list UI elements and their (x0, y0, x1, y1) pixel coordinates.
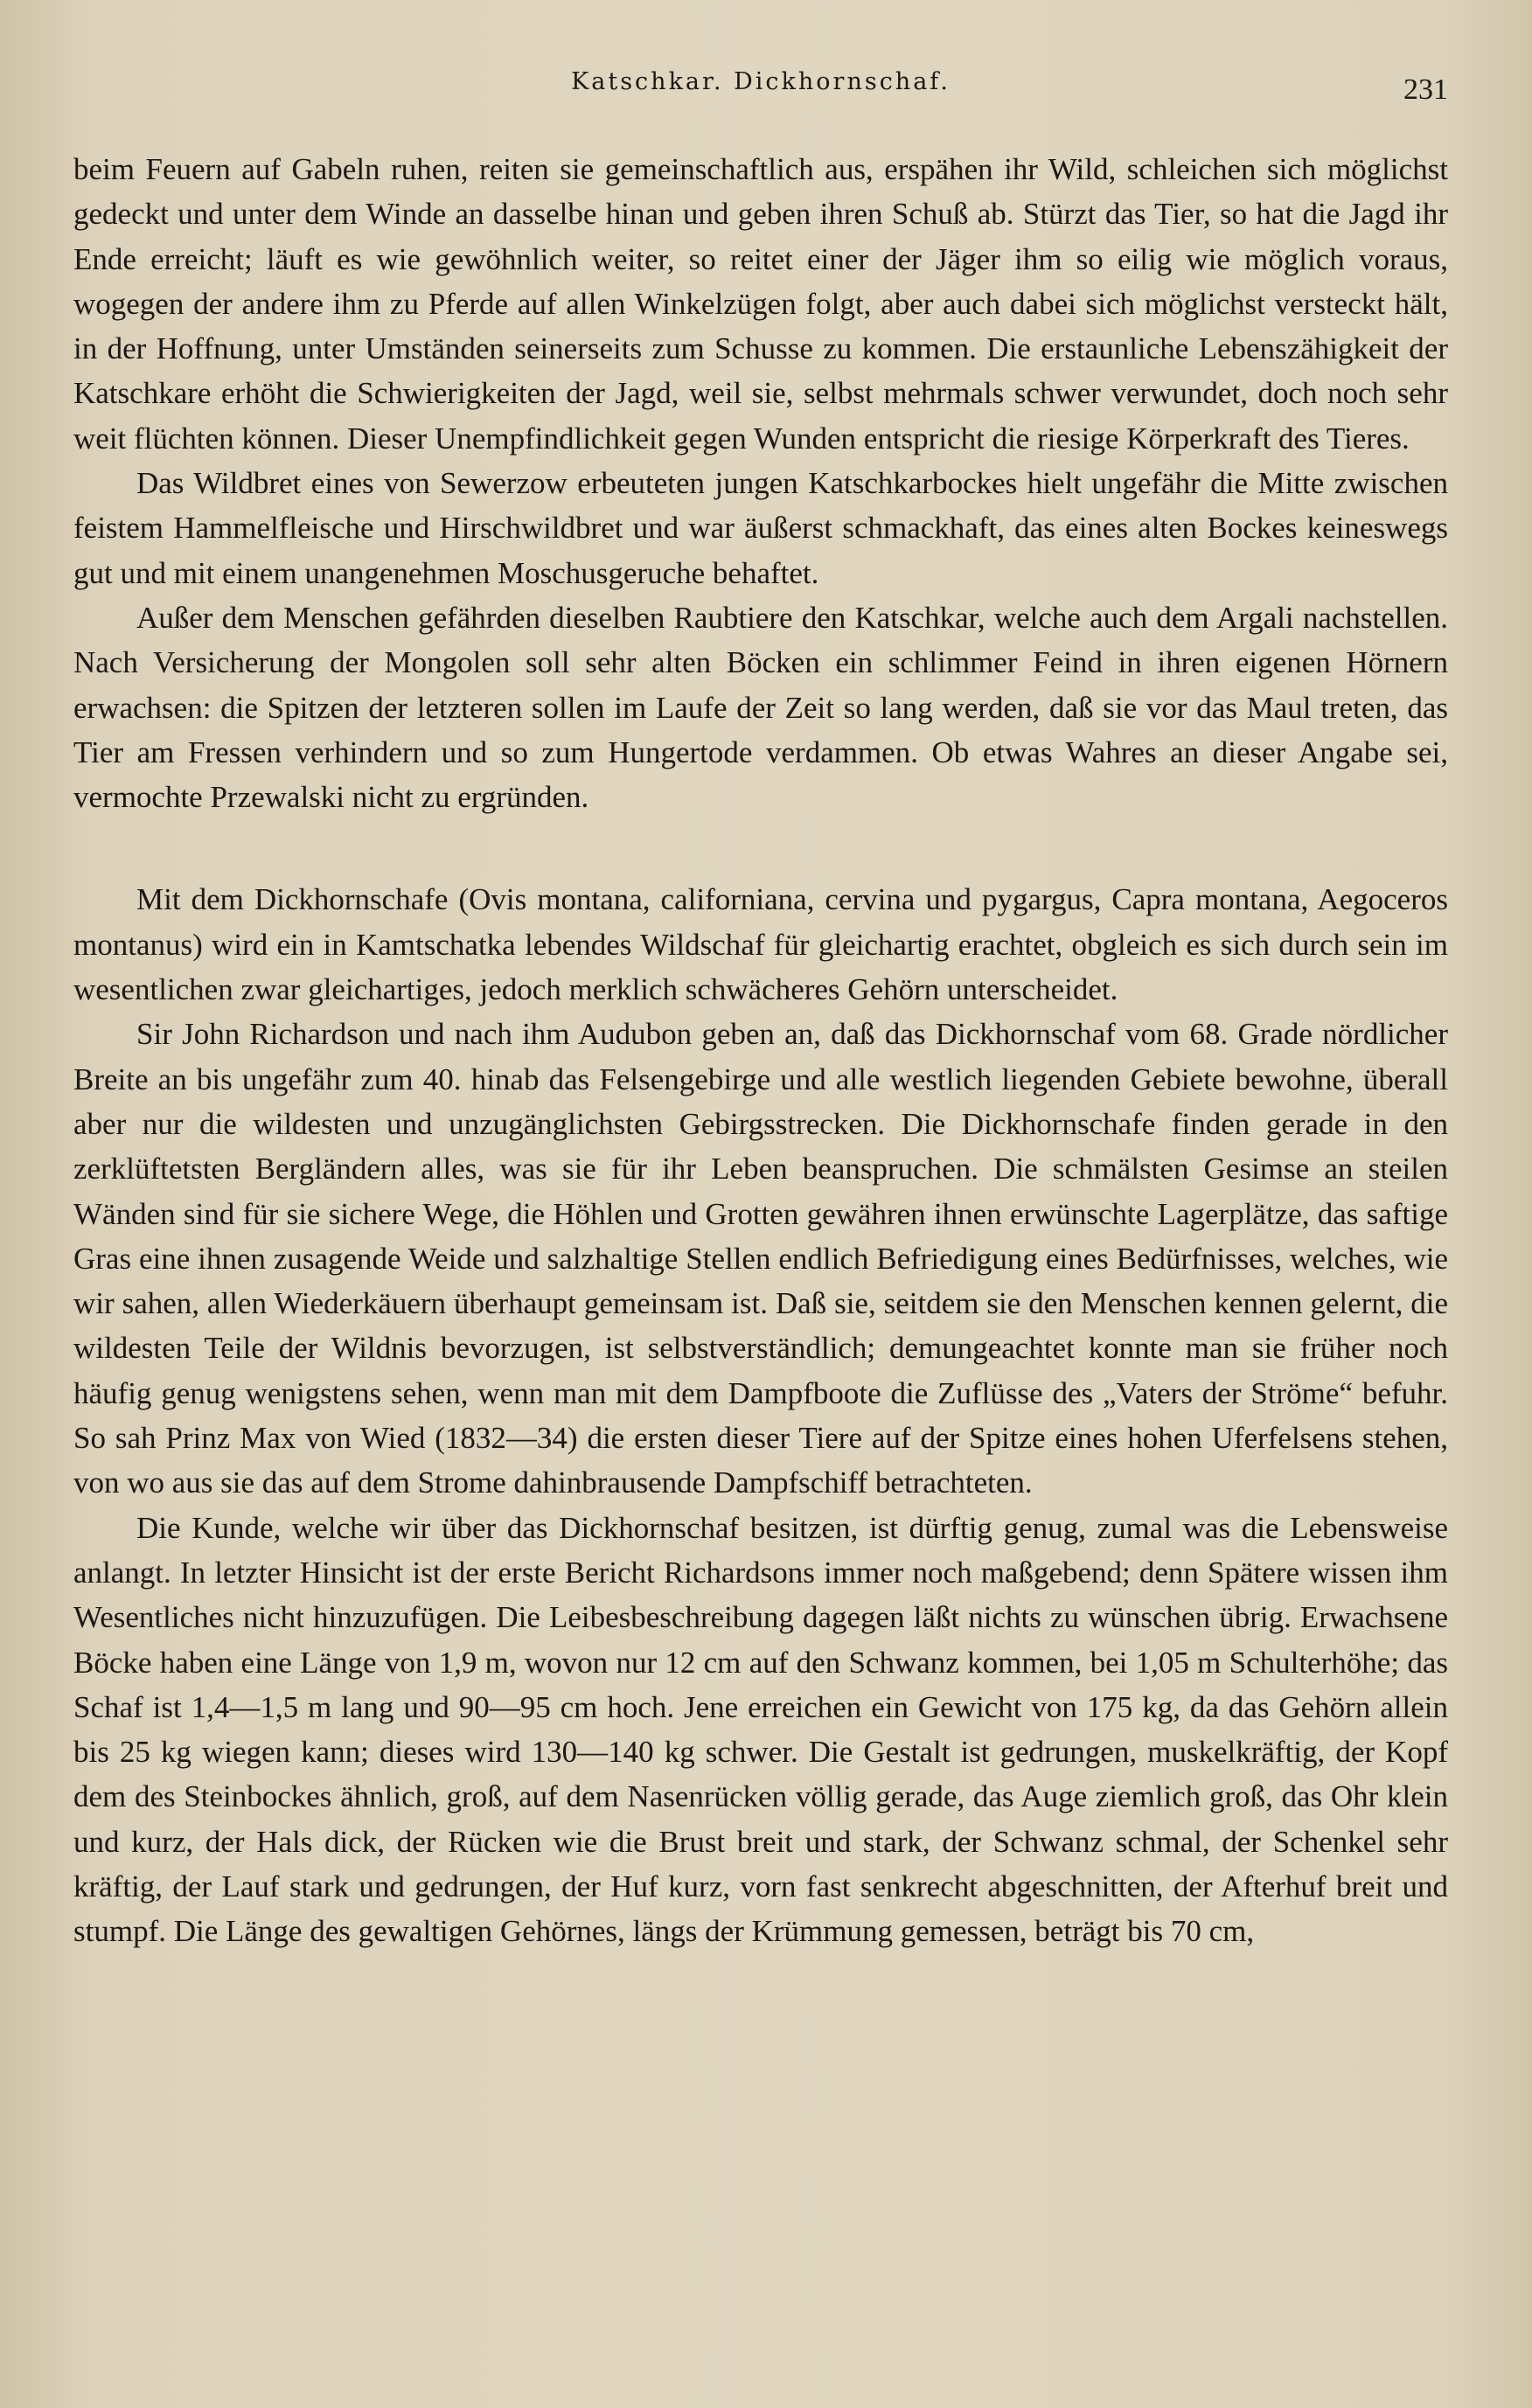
body-text (73, 147, 1448, 1954)
paragraph-hunting-continuation: beim Feuern auf Gabeln ruhen, reiten sie gemeinschaftlich aus, erspähen ihr Wild, schleichen sich möglichst gedeckt und unter dem Winde an dasselbe hinan und geben ihren Schuß ab. Stürzt das Tier, so hat die Jagd ihr Ende erreicht; läuft es wie gewöhnlich weiter, so reitet einer der Jäger ihm so eilig wie möglich voraus, wogegen der andere ihm zu Pferde auf allen Winkelzügen folgt, aber auch dabei sich möglichst versteckt hält, in der Hoffnung, unter Umständen seinerseits zum Schusse zu kommen. Die erstaunliche Lebenszähigkeit der Katschkare erhöht die Schwierigkeiten der Jagd, weil sie, selbst mehrmals schwer verwundet, doch noch sehr weit flüchten können. Dieser Unempfindlichkeit gegen Wunden entspricht die riesige Körperkraft des Tieres. (73, 152, 1448, 456)
paragraph-predators: Außer dem Menschen gefährden dieselben Raubtiere den Katschkar, welche auch dem Argali nachstellen. Nach Versicherung der Mongolen soll sehr alten Böcken ein schlimmer Feind in ihren eigenen Hörnern erwachsen: die Spitzen der letzteren sollen im Laufe der Zeit so lang werden, daß sie vor das Maul treten, das Tier am Fressen verhindern und so zum Hungertode verdammen. Ob etwas Wahres an dieser Angabe sei, vermochte Przewalski nicht zu ergründen. (73, 600, 1448, 815)
paragraph-distribution: Sir John Richardson und nach ihm Audubon geben an, daß das Dickhornschaf vom 68. Grade nördlicher Breite an bis ungefähr zum 40. hinab das Felsengebirge und alle westlich liegenden Gebiete bewohne, überall aber nur die wildesten und unzugänglichsten Gebirgsstrecken. Die Dickhornschafe finden gerade in den zerklüftetsten Bergländern alles, was sie für ihr Leben beanspruchen. Die schmälsten Gesimse an steilen Wänden sind für sie sichere Wege, die Höhlen und Grotten gewähren ihnen erwünschte Lagerplätze, das saftige Gras eine ihnen zusagende Weide und salzhaltige Stellen endlich Befriedigung eines Bedürfnisses, welches, wie wir sahen, allen Wiederkäuern überhaupt gemeinsam ist. Daß sie, seitdem sie den Menschen kennen gelernt, die wildesten Teile der Wildnis bevorzugen, ist selbstverständlich; demungeachtet konnte man sie früher noch häufig genug wenigstens sehen, wenn man mit dem Dampfboote die Zuflüsse des „Vaters der Ströme“ befuhr. So sah Prinz Max von Wied (1832—34) die ersten dieser Tiere auf der Spitze eines hohen Uferfelsens stehen, von wo aus sie das auf dem Strome dahinbrausende Dampfschiff betrachteten. (73, 1017, 1448, 1500)
page-number: 231 (1403, 73, 1448, 106)
running-head (73, 61, 1448, 112)
running-title: Katschkar. Dickhornschaf. (571, 68, 951, 95)
paragraph-wildbret: Das Wildbret eines von Sewerzow erbeuteten jungen Katschkarbockes hielt ungefähr die Mitte zwischen feistem Hammelfleische und Hirschwildbret und war äußerst schmackhaft, das eines alten Bockes keineswegs gut und mit einem unangenehmen Moschusgeruche behaftet. (73, 466, 1448, 590)
section-gap (73, 819, 1448, 877)
paragraph-dickhornschaf-intro: Mit dem Dickhornschafe (Ovis montana, californiana, cervina und pygargus, Capra montana, Aegoceros montanus) wird ein in Kamtschatka lebendes Wildschaf für gleichartig erachtet, obgleich es sich durch sein im wesentlichen zwar gleichartiges, jedoch merklich schwächeres Gehörn unterscheidet. (73, 882, 1448, 1007)
paragraph-description: Die Kunde, welche wir über das Dickhornschaf besitzen, ist dürftig genug, zumal was die Lebensweise anlangt. In letzter Hinsicht ist der erste Bericht Richardsons immer noch maßgebend; denn Spätere wissen ihm Wesentliches nicht hinzuzufügen. Die Leibesbeschreibung dagegen läßt nichts zu wünschen übrig. Erwachsene Böcke haben eine Länge von 1,9 m, wovon nur 12 cm auf den Schwanz kommen, bei 1,05 m Schulterhöhe; das Schaf ist 1,4—1,5 m lang und 90—95 cm hoch. Jene erreichen ein Gewicht von 175 kg, da das Gehörn allein bis 25 kg wiegen kann; dieses wird 130—140 kg schwer. Die Gestalt ist gedrungen, muskelkräftig, der Kopf dem des Steinbockes ähnlich, groß, auf dem Nasenrücken völlig gerade, das Auge ziemlich groß, das Ohr klein und kurz, der Hals dick, der Rücken wie die Brust breit und stark, der Schwanz schmal, der Schenkel sehr kräftig, der Lauf stark und gedrungen, der Huf kurz, vorn fast senkrecht abgeschnitten, der Afterhuf breit und stumpf. Die Länge des gewaltigen Gehörnes, längs der Krümmung gemessen, beträgt bis 70 cm, (73, 1510, 1448, 1949)
